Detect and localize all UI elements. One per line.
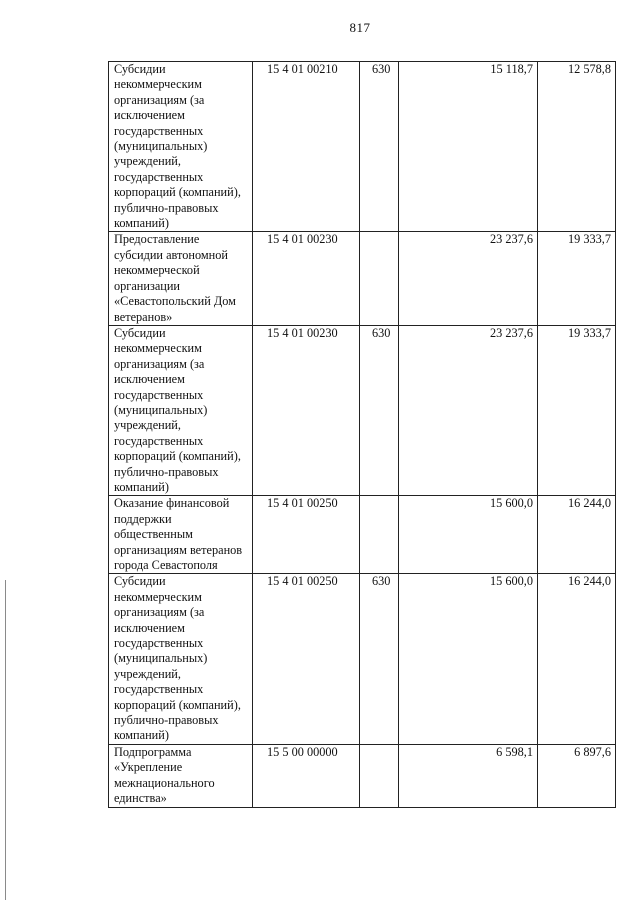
row-expense-type-cell [360,232,399,325]
row-amount-2-cell: 12 578,8 [538,62,616,232]
row-expense-type-cell: 630 [360,325,399,495]
row-name-cell: Субсидии некоммерческим организациям (за исключением государственных (муниципальных) учреждений, государственных корпораций (компаний), публично-правовых компаний) [109,325,253,495]
row-amount-2-cell: 16 244,0 [538,574,616,744]
budget-table [108,61,616,808]
row-amount-2-cell: 16 244,0 [538,496,616,574]
table-row [109,744,616,807]
table-row [109,325,616,495]
page-number: 817 [349,20,371,35]
row-code-cell: 15 5 00 00000 [253,744,360,807]
row-amount-1-cell: 23 237,6 [399,232,538,325]
row-expense-type-cell: 630 [360,574,399,744]
row-amount-2-cell: 6 897,6 [538,744,616,807]
row-code-cell: 15 4 01 00250 [253,496,360,574]
row-name-cell: Предоставление субсидии автономной некоммерческой организации «Севастопольский Дом ветеранов» [109,232,253,325]
row-amount-2-cell: 19 333,7 [538,232,616,325]
table-row [109,232,616,325]
row-name-cell: Субсидии некоммерческим организациям (за исключением государственных (муниципальных) учреждений, государственных корпораций (компаний), публично-правовых компаний) [109,574,253,744]
table-row [109,62,616,232]
row-expense-type-cell [360,744,399,807]
row-amount-1-cell: 15 600,0 [399,496,538,574]
row-amount-2-cell: 19 333,7 [538,325,616,495]
row-expense-type-cell [360,496,399,574]
row-code-cell: 15 4 01 00230 [253,325,360,495]
row-name-cell: Субсидии некоммерческим организациям (за исключением государственных (муниципальных) учреждений, государственных корпораций (компаний), публично-правовых компаний) [109,62,253,232]
row-code-cell: 15 4 01 00210 [253,62,360,232]
row-expense-type-cell: 630 [360,62,399,232]
row-code-cell: 15 4 01 00230 [253,232,360,325]
row-name-cell: Оказание финансовой поддержки общественным организациям ветеранов города Севастополя [109,496,253,574]
scan-edge-line [5,580,6,900]
row-amount-1-cell: 23 237,6 [399,325,538,495]
row-amount-1-cell: 15 600,0 [399,574,538,744]
row-name-cell: Подпрограмма «Укрепление межнационального единства» [109,744,253,807]
row-amount-1-cell: 6 598,1 [399,744,538,807]
row-code-cell: 15 4 01 00250 [253,574,360,744]
table-row [109,496,616,574]
table-row [109,574,616,744]
row-amount-1-cell: 15 118,7 [399,62,538,232]
